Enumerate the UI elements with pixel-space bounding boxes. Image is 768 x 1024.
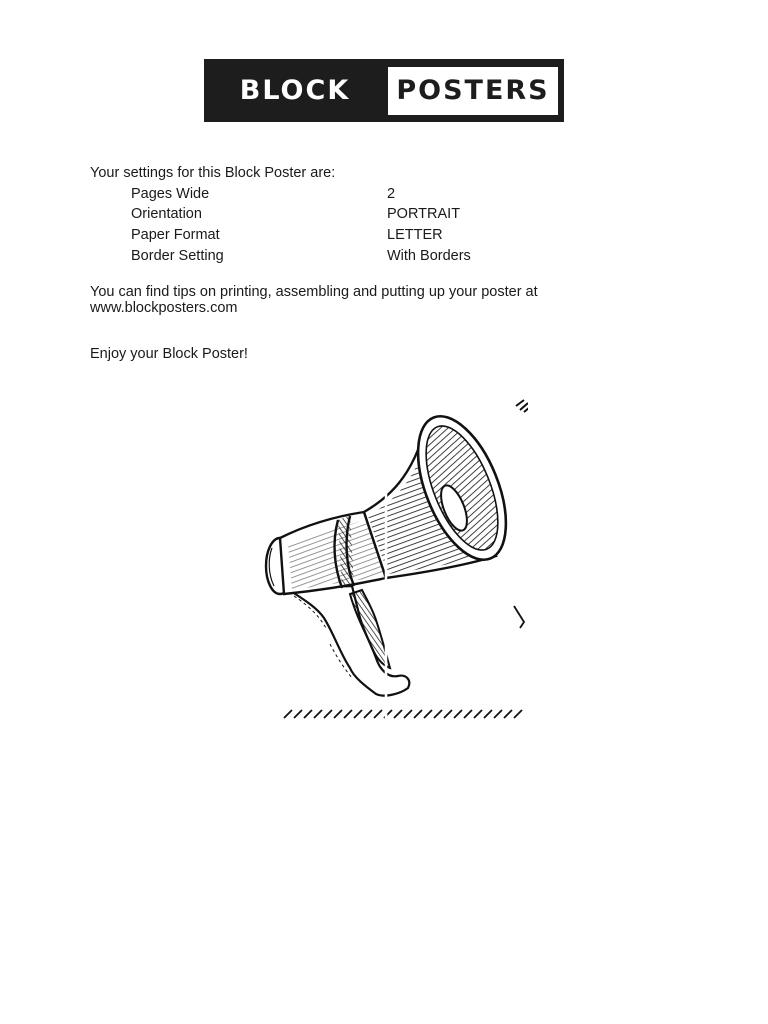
setting-label-paper-format: Paper Format	[131, 227, 220, 243]
setting-label-border-setting: Border Setting	[131, 248, 224, 264]
logo-posters-box	[388, 67, 558, 115]
setting-value-paper-format: LETTER	[387, 227, 443, 243]
setting-value-pages-wide: 2	[387, 186, 396, 202]
setting-value-border-setting: With Borders	[387, 248, 471, 264]
setting-value-orientation: PORTRAIT	[387, 206, 461, 222]
block-posters-logo	[204, 59, 564, 122]
tips-text: You can find tips on printing, assembling and putting up your poster at	[90, 284, 538, 300]
logo-word-posters: POSTERS	[396, 75, 550, 106]
setting-label-pages-wide: Pages Wide	[131, 186, 210, 202]
logo-word-block: BLOCK	[239, 75, 351, 106]
megaphone-icon	[258, 398, 530, 723]
closing-text: Enjoy your Block Poster!	[90, 346, 248, 362]
website-url: www.blockposters.com	[90, 300, 238, 316]
settings-intro: Your settings for this Block Poster are:	[90, 165, 336, 181]
setting-label-orientation: Orientation	[131, 206, 202, 222]
